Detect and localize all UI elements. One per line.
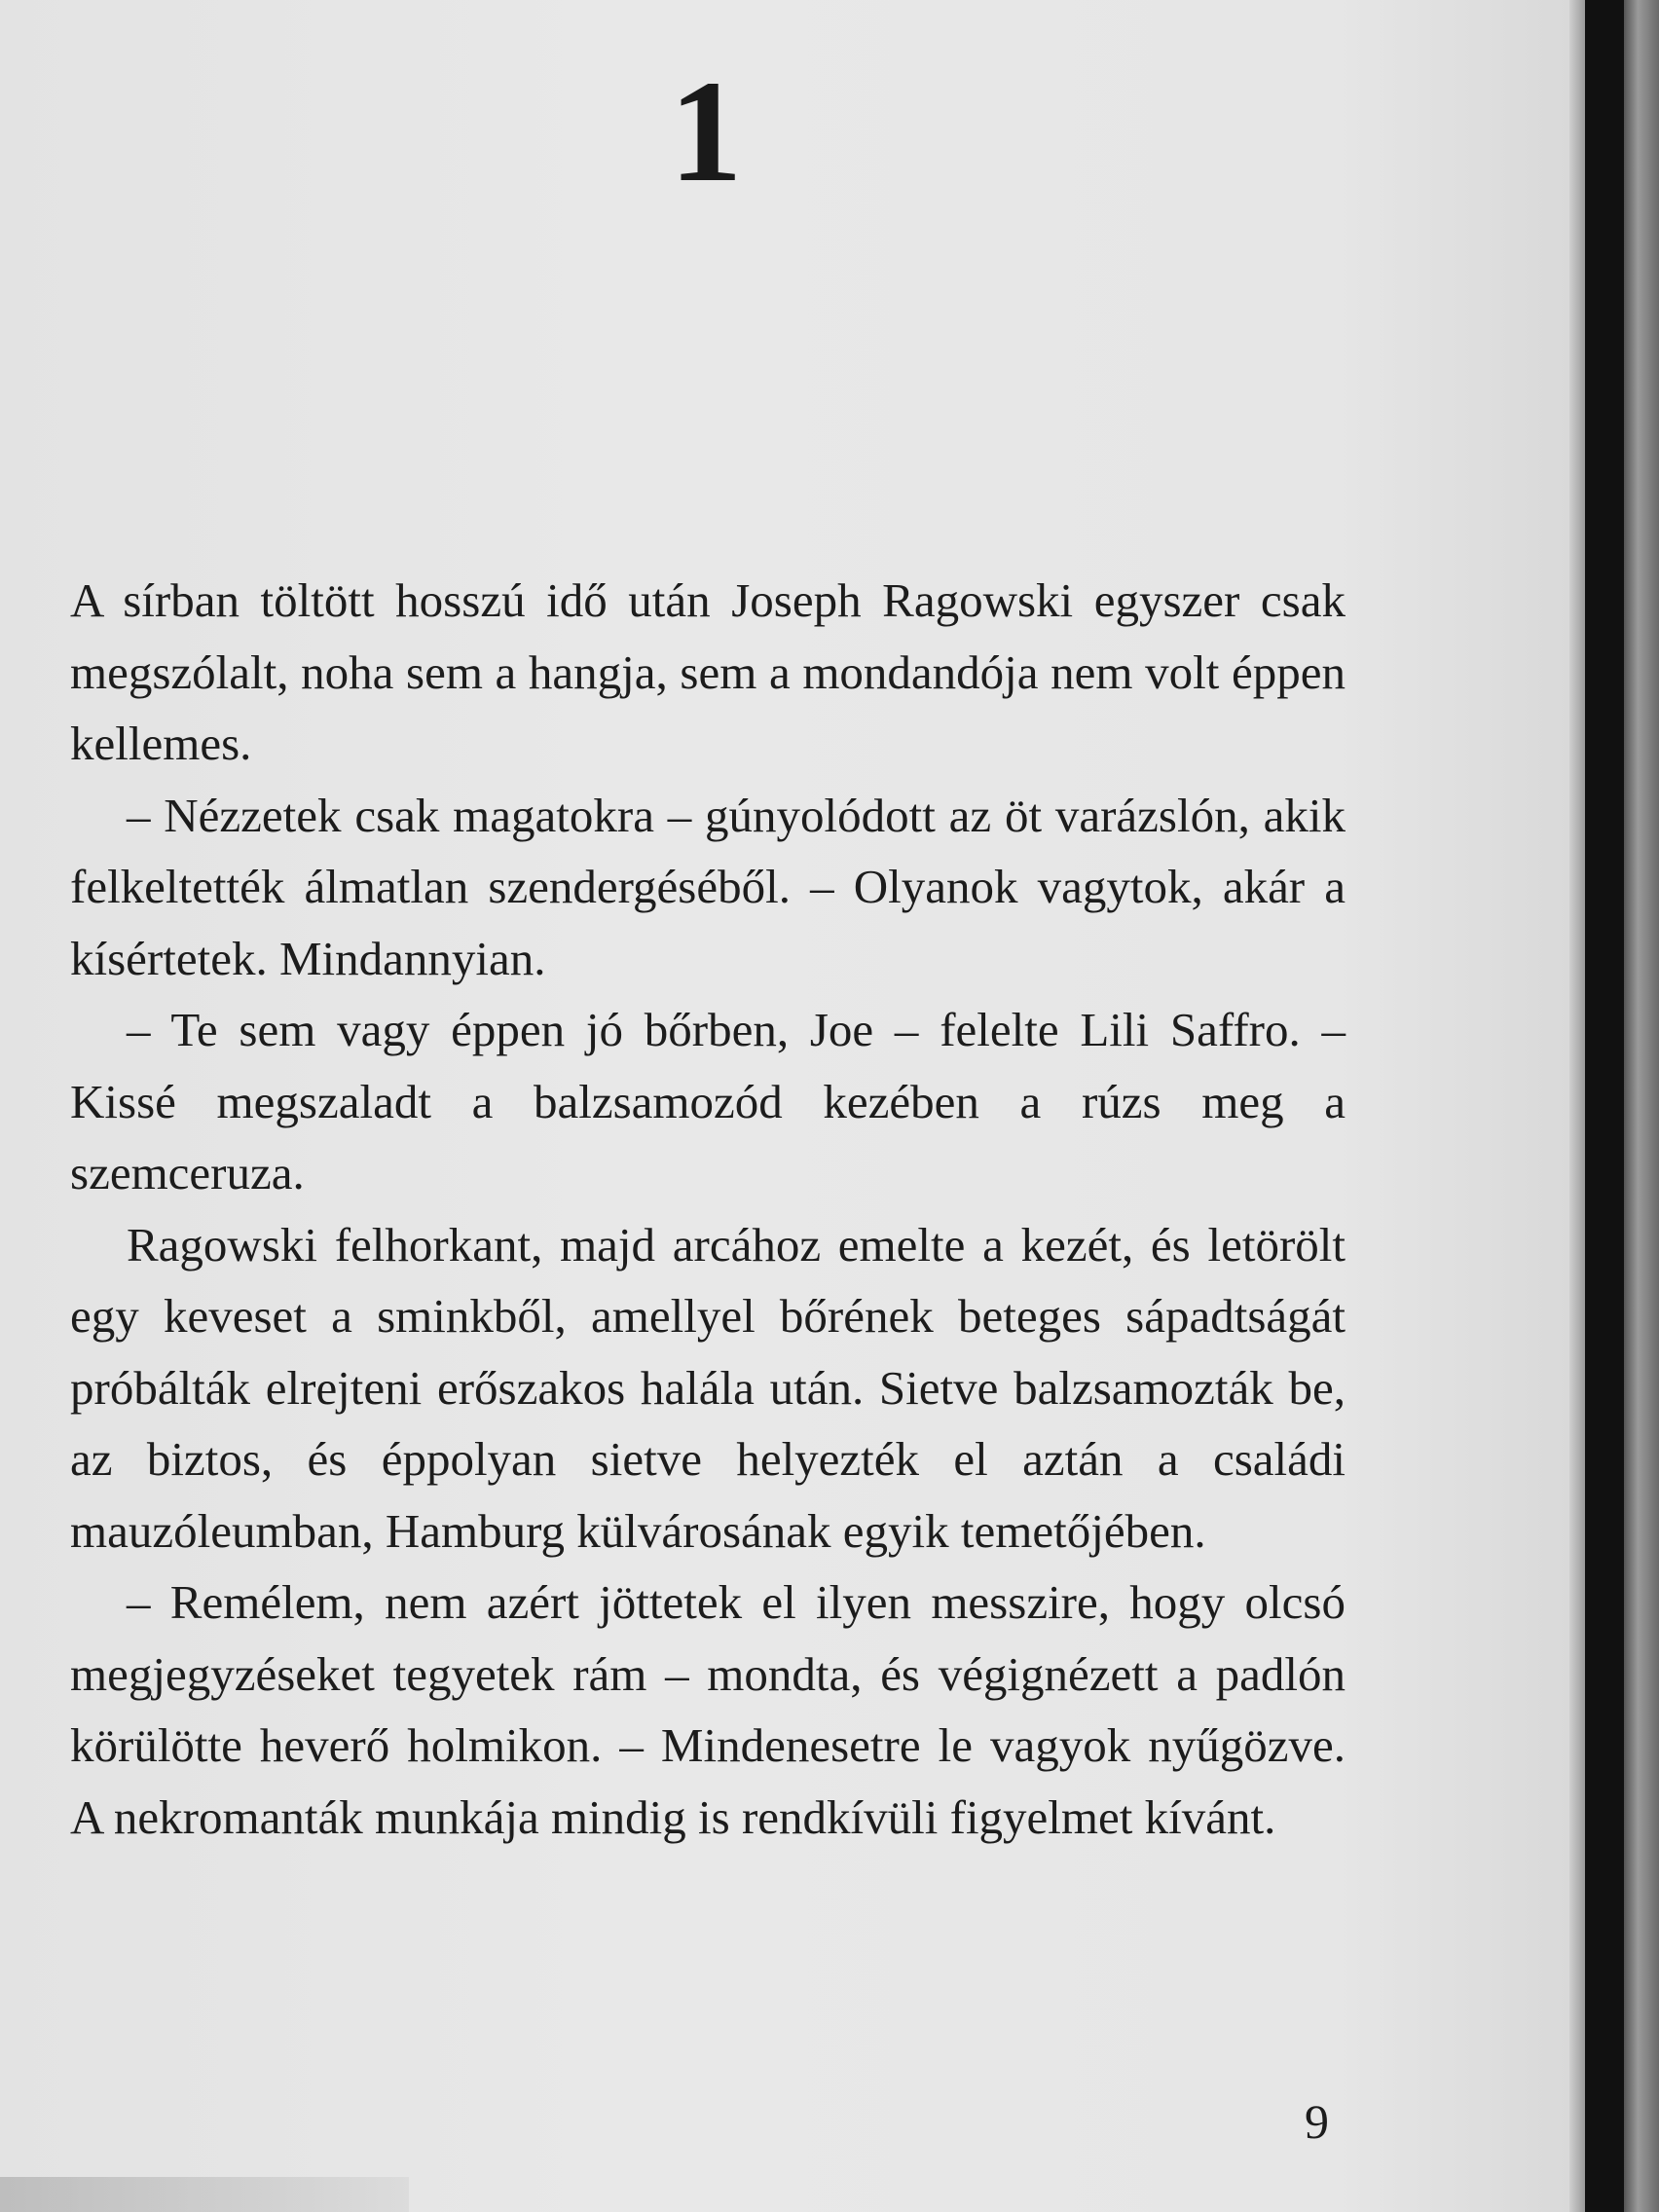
paragraph-4: Ragowski felhorkant, majd arcához emelte a kezét, és letörölt egy keveset a sminkből, amellyel bőrének beteges sápadtságát próbálták elrejteni erőszakos halála után. Sietve balzsamozták be, az biztos, és éppolyan sietve helyezték el aztán a családi mauzóleumban, Hamburg külvárosának egyik temetőjében.	[70, 1217, 1346, 1558]
watermark-strip	[0, 2177, 409, 2212]
paragraph-3: – Te sem vagy éppen jó bőrben, Joe – felelte Lili Saffro. – Kissé megszaladt a balzsamozód kezében a rúzs meg a szemceruza.	[70, 1003, 1346, 1199]
book-cover-edge	[1585, 0, 1624, 2212]
paragraph-2: – Nézzetek csak magatokra – gúnyolódott az öt varázslón, akik felkeltették álmatlan szendergéséből. – Olyanok vagytok, akár a kísértetek. Mindannyian.	[70, 788, 1346, 985]
chapter-number: 1	[669, 51, 743, 212]
page-edge	[1569, 0, 1585, 2212]
background-strip	[1624, 0, 1659, 2212]
body-text	[70, 565, 1346, 1853]
paragraph-5: – Remélem, nem azért jöttetek el ilyen messzire, hogy olcsó megjegyzéseket tegyetek rám – mondta, és végignézett a padlón körülötte heverő holmikon. – Mindenesetre le vagyok nyűgözve. A nekromanták munkája mindig is rendkívüli figyelmet kívánt.	[70, 1575, 1346, 1844]
paragraph-1: A sírban töltött hosszú idő után Joseph Ragowski egyszer csak megszólalt, noha sem a hangja, sem a mondandója nem volt éppen kellemes.	[70, 573, 1346, 770]
page-number: 9	[1305, 2094, 1329, 2149]
